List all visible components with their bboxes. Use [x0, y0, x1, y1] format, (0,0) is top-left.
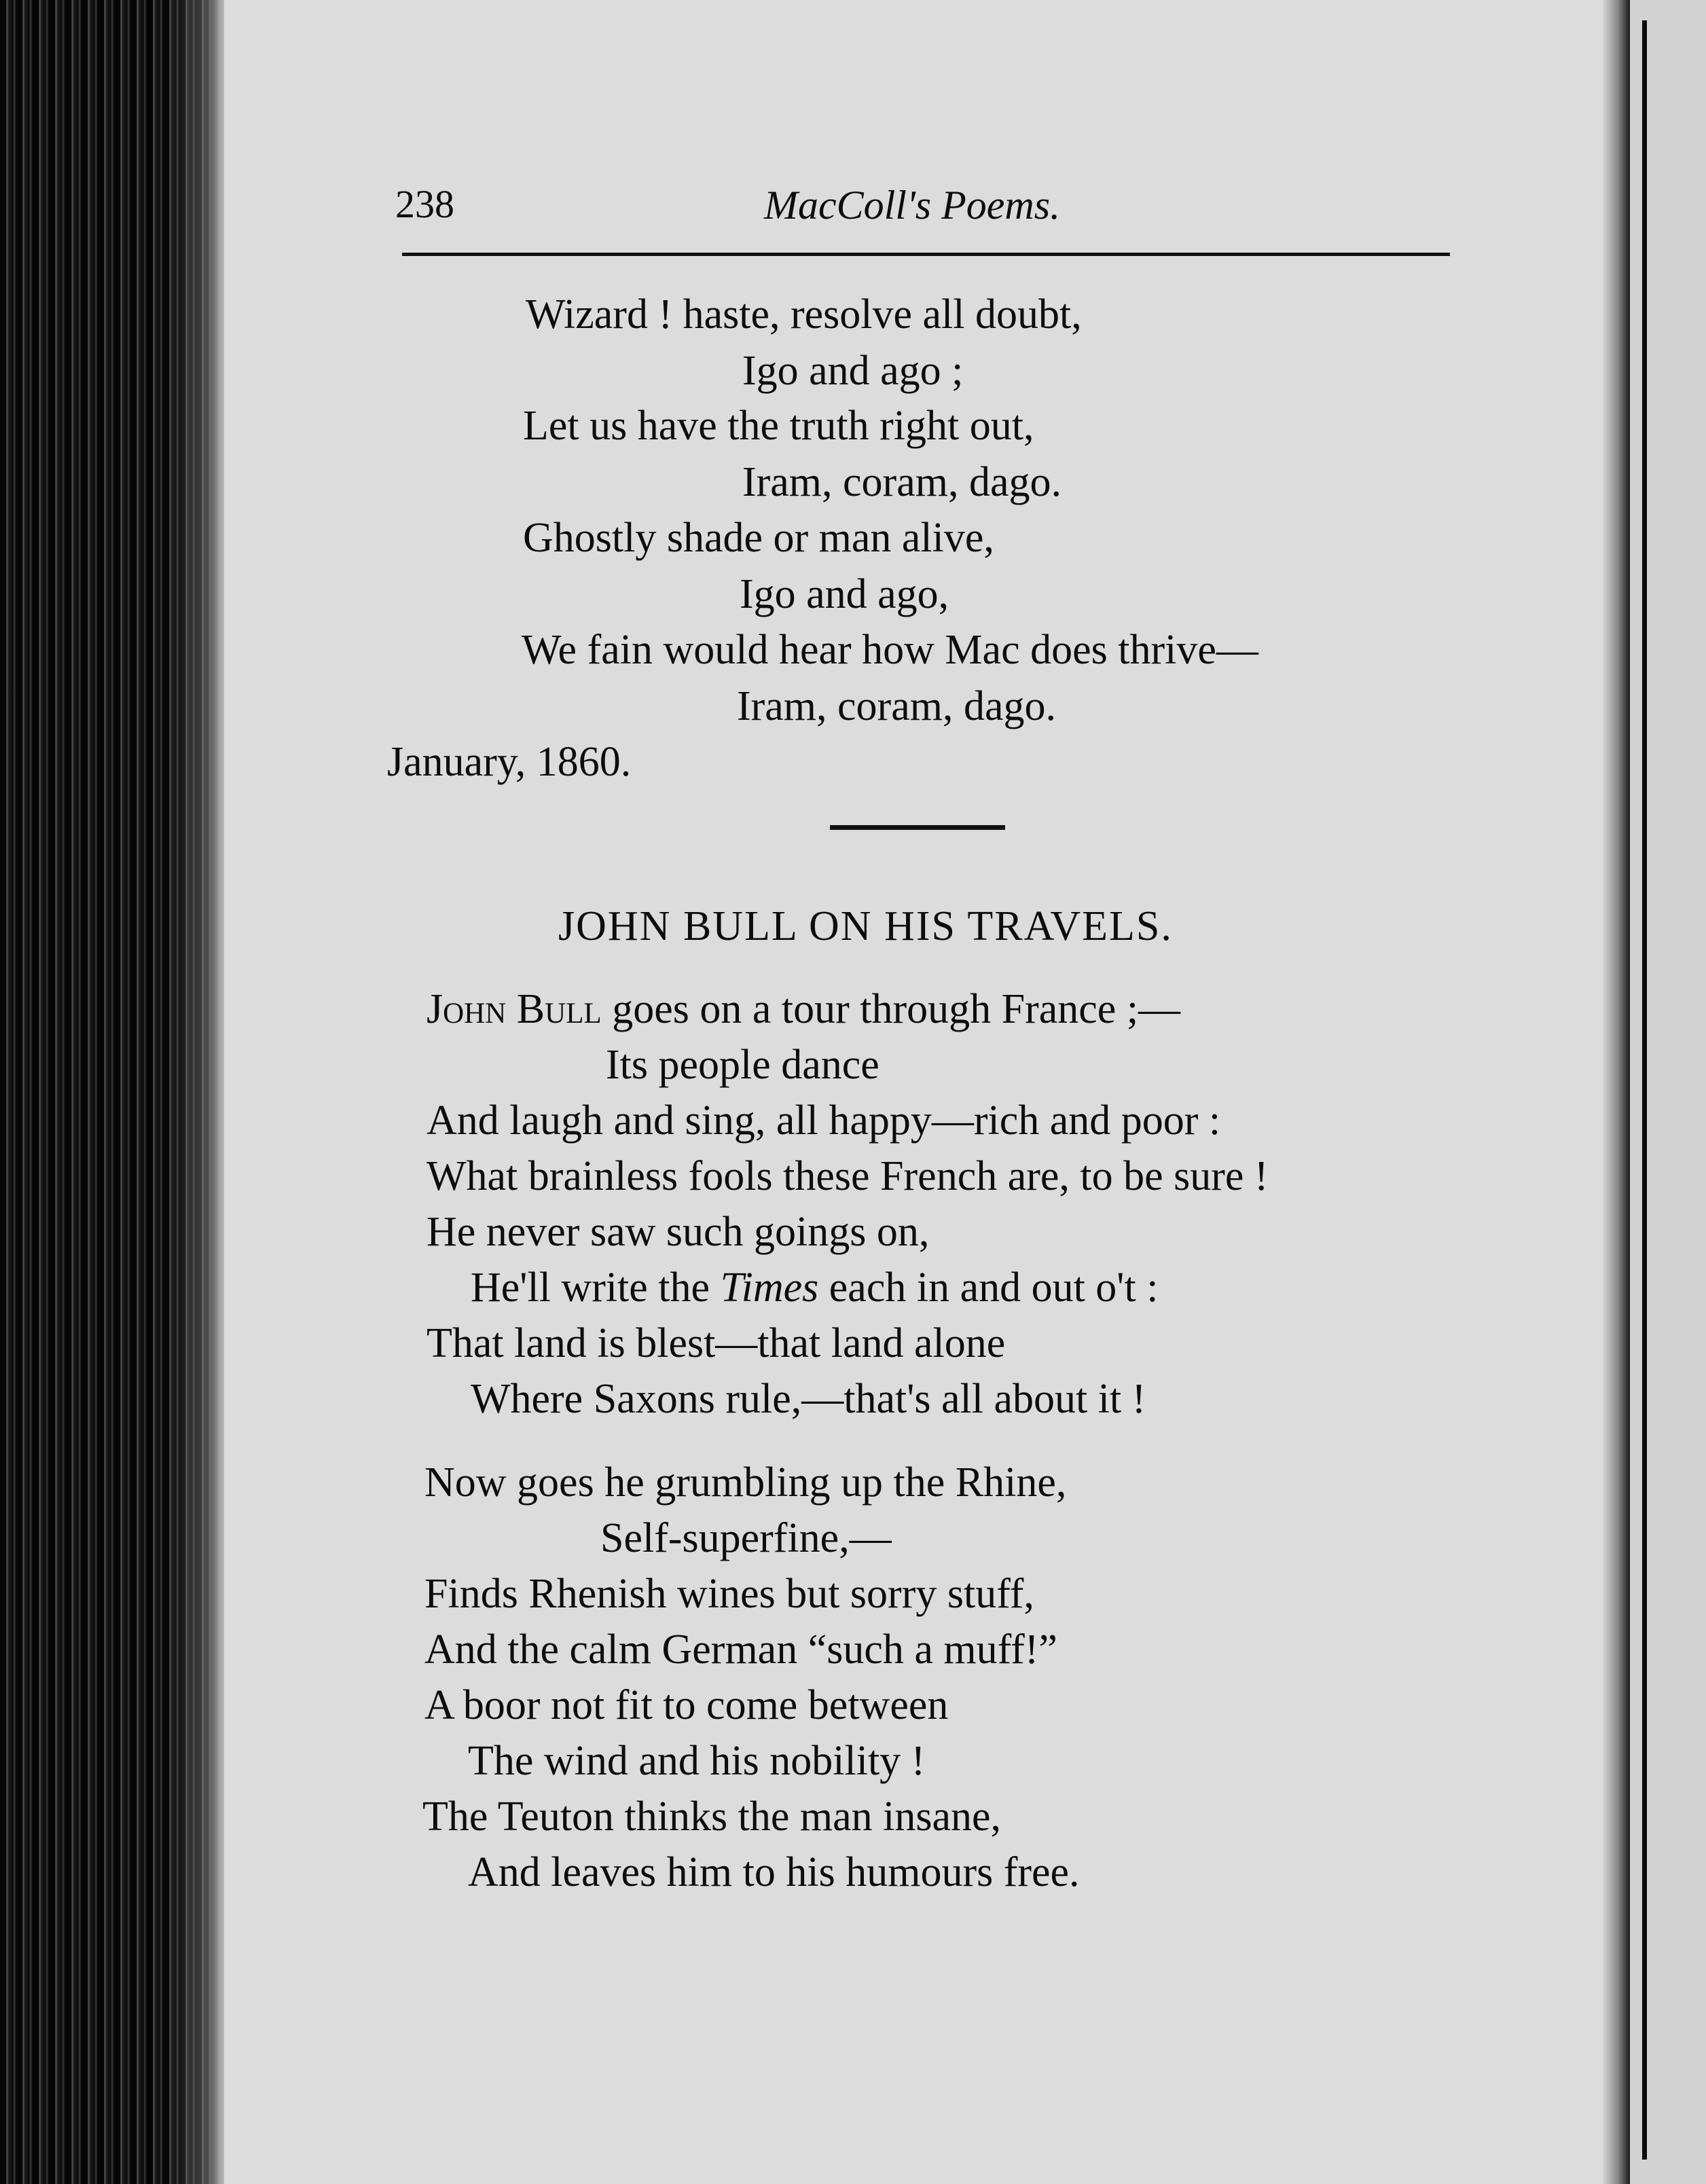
running-title: MacColl's Poems. — [764, 183, 1061, 228]
poem-line: Iram, coram, dago. — [742, 459, 1061, 505]
poem-line: And the calm German “such a muff!” — [424, 1626, 1057, 1673]
times-italic: Times — [720, 1264, 819, 1311]
section-rule — [830, 825, 1005, 830]
poem-line: Iram, coram, dago. — [737, 683, 1056, 729]
first-words: John Bull — [426, 986, 602, 1032]
date-line: January, 1860. — [387, 739, 632, 785]
poem-line: The Teuton thinks the man insane, — [422, 1794, 1002, 1840]
poem-line: Its people dance — [606, 1042, 879, 1088]
poem-line: Wizard ! haste, resolve all doubt, — [526, 291, 1082, 338]
page-number: 238 — [395, 182, 454, 226]
poem-line: Finds Rhenish wines but sorry stuff, — [424, 1571, 1034, 1617]
poem-line: Let us have the truth right out, — [523, 403, 1034, 449]
poem-line: Self-superfine,— — [600, 1515, 892, 1561]
header-rule — [402, 253, 1450, 256]
poem-line: Igo and ago ; — [742, 348, 964, 394]
page-gutter — [1603, 0, 1630, 2184]
poem-line: We fain would hear how Mac does thrive— — [522, 627, 1258, 673]
poem-line: Ghostly shade or man alive, — [523, 515, 994, 561]
line-text: He'll write the — [471, 1264, 721, 1311]
poem-line: And laugh and sing, all happy—rich and poor : — [426, 1097, 1221, 1144]
poem-line: Now goes he grumbling up the Rhine, — [424, 1459, 1067, 1506]
facing-page-strip — [1630, 0, 1706, 2184]
poem-line: Where Saxons rule,—that's all about it ! — [471, 1376, 1146, 1422]
poem-line: And leaves him to his humours free. — [468, 1849, 1080, 1895]
poem-line: What brainless fools these French are, to be sure ! — [426, 1153, 1269, 1199]
line-text: each in and out o't : — [818, 1264, 1159, 1311]
first-line-rest: goes on a tour through France ;— — [601, 986, 1181, 1032]
poem-line: A boor not fit to come between — [424, 1682, 949, 1728]
poem-title: JOHN BULL ON HIS TRAVELS. — [558, 903, 1173, 949]
poem-line: Igo and ago, — [740, 571, 949, 617]
poem-line: He never saw such goings on, — [426, 1209, 930, 1255]
book-edge-shadow — [170, 0, 224, 2184]
poem-line-first — [426, 988, 1180, 1030]
poem-line-times — [471, 1264, 1159, 1311]
poem-line: That land is blest—that land alone — [426, 1320, 1006, 1366]
poem-line: The wind and his nobility ! — [468, 1738, 926, 1784]
facing-page-edge — [1642, 20, 1647, 2160]
